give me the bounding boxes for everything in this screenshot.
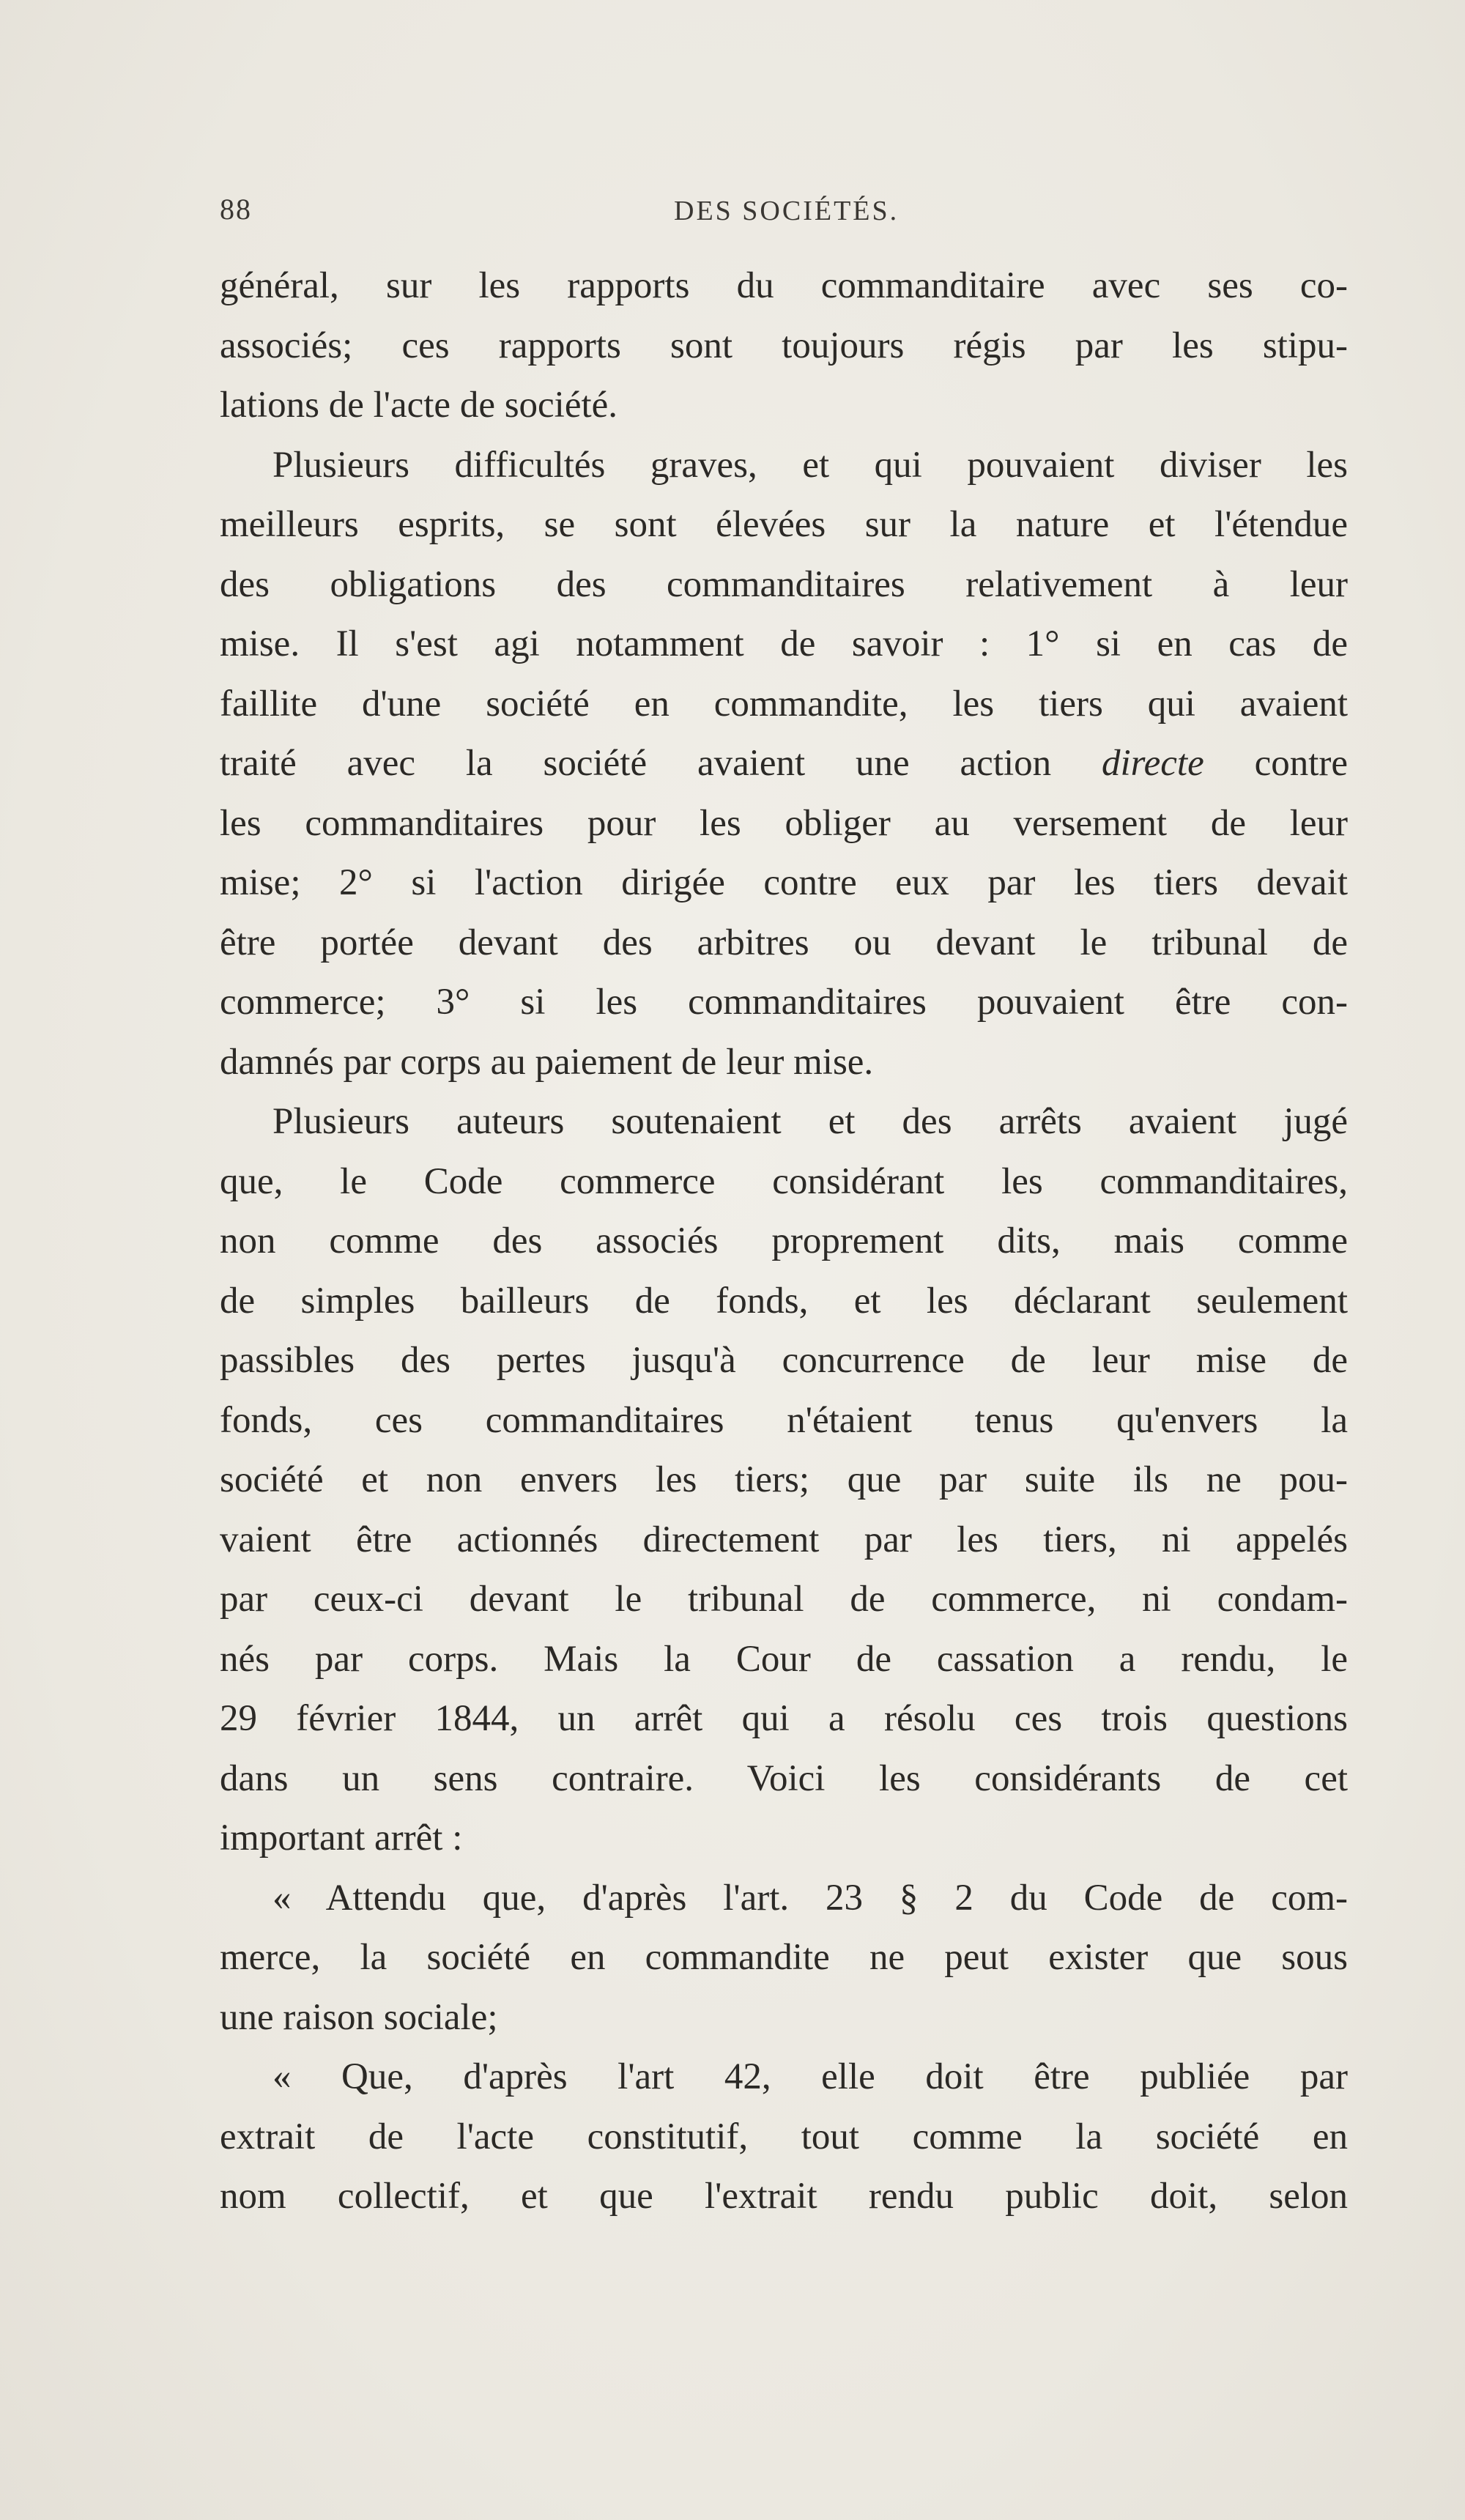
text-line: fonds, ces commanditaires n'étaient tenus qu'envers la bbox=[220, 1399, 1348, 1441]
text-line: 29 février 1844, un arrêt qui a résolu ces trois questions bbox=[220, 1698, 1348, 1739]
text-line: extrait de l'acte constitutif, tout comme la société en bbox=[220, 2116, 1348, 2157]
running-head: DES SOCIÉTÉS. bbox=[674, 196, 900, 226]
text-segment: traité avec la société avaient une action bbox=[220, 743, 1052, 784]
italic-word: directe bbox=[1102, 743, 1204, 784]
text-line: nés par corps. Mais la Cour de cassation a rendu, le bbox=[220, 1638, 1348, 1680]
page-header bbox=[220, 192, 1348, 236]
text-line: associés; ces rapports sont toujours régis par les stipu- bbox=[220, 325, 1348, 366]
text-line: lations de l'acte de société. bbox=[220, 385, 618, 426]
text-line: important arrêt : bbox=[220, 1817, 463, 1858]
text-line: être portée devant des arbitres ou devant le tribunal de bbox=[220, 922, 1348, 963]
page-number: 88 bbox=[220, 193, 252, 226]
text-line: commerce; 3° si les commanditaires pouvaient être con- bbox=[220, 982, 1348, 1023]
text-segment: contre bbox=[1254, 743, 1348, 784]
paragraph-start-line: Plusieurs difficultés graves, et qui pouvaient diviser les bbox=[272, 444, 1348, 486]
text-line: merce, la société en commandite ne peut exister que sous bbox=[220, 1937, 1348, 1978]
quote-start-line: « Attendu que, d'après l'art. 23 § 2 du Code de com- bbox=[272, 1877, 1348, 1919]
text-line: une raison sociale; bbox=[220, 1996, 498, 2038]
text-line: général, sur les rapports du commanditaire avec ses co- bbox=[220, 265, 1348, 306]
text-line-with-italic bbox=[220, 734, 1348, 794]
text-line: des obligations des commanditaires relativement à leur bbox=[220, 563, 1348, 605]
text-line: faillite d'une société en commandite, les tiers qui avaient bbox=[220, 683, 1348, 724]
text-line: par ceux-ci devant le tribunal de commerce, ni condam- bbox=[220, 1579, 1348, 1620]
text-line: damnés par corps au paiement de leur mise. bbox=[220, 1041, 874, 1083]
text-line: les commanditaires pour les obliger au versement de leur bbox=[220, 802, 1348, 844]
text-line: passibles des pertes jusqu'à concurrence de leur mise de bbox=[220, 1340, 1348, 1381]
text-line: nom collectif, et que l'extrait rendu public doit, selon bbox=[220, 2176, 1348, 2217]
text-line: que, le Code commerce considérant les commanditaires, bbox=[220, 1160, 1348, 1202]
text-line: meilleurs esprits, se sont élevées sur la nature et l'étendue bbox=[220, 504, 1348, 545]
text-line: mise; 2° si l'action dirigée contre eux par les tiers devait bbox=[220, 862, 1348, 903]
text-line: de simples bailleurs de fonds, et les déclarant seulement bbox=[220, 1280, 1348, 1322]
text-line: dans un sens contraire. Voici les considérants de cet bbox=[220, 1757, 1348, 1799]
quote-start-line: « Que, d'après l'art 42, elle doit être publiée par bbox=[272, 2056, 1348, 2097]
text-line: vaient être actionnés directement par les tiers, ni appelés bbox=[220, 1519, 1348, 1560]
text-line: non comme des associés proprement dits, mais comme bbox=[220, 1220, 1348, 1261]
text-line: mise. Il s'est agi notamment de savoir : 1° si en cas de bbox=[220, 623, 1348, 664]
body-text bbox=[220, 256, 1348, 2227]
paragraph-start-line: Plusieurs auteurs soutenaient et des arrêts avaient jugé bbox=[272, 1101, 1348, 1142]
text-line: société et non envers les tiers; que par suite ils ne pou- bbox=[220, 1459, 1348, 1500]
